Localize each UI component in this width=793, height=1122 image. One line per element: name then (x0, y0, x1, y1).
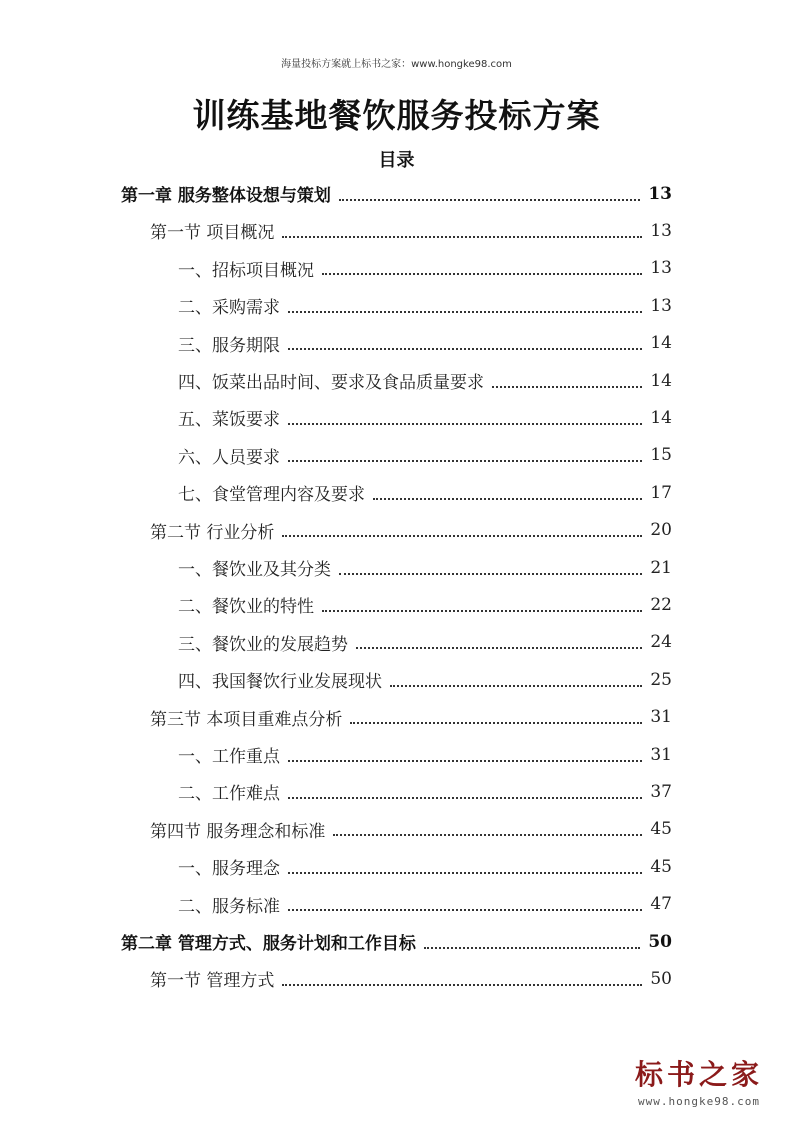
toc-entry-label: 第一节 项目概况 (150, 223, 275, 244)
toc-entry[interactable] (150, 512, 672, 549)
toc-entry-page: 25 (650, 669, 672, 690)
toc-entry-label: 一、服务理念 (178, 859, 280, 880)
toc-entry-page: 24 (650, 632, 672, 653)
toc-entry-page: 31 (650, 707, 672, 728)
logo-text: 标书之家 (634, 1058, 763, 1091)
toc-leader-dots (288, 760, 642, 762)
toc-leader-dots (424, 947, 640, 949)
toc-entry-label: 第一章 服务整体设想与策划 (121, 186, 331, 206)
toc-leader-dots (322, 610, 642, 612)
toc-entry-page: 14 (650, 333, 672, 354)
toc-entry-label: 二、餐饮业的特性 (178, 597, 314, 618)
toc-entry[interactable] (178, 773, 672, 810)
toc-entry[interactable] (150, 960, 672, 997)
toc-entry[interactable] (178, 624, 672, 661)
toc-leader-dots (282, 236, 642, 238)
toc-entry-page: 14 (650, 407, 672, 428)
toc-entry-label: 一、餐饮业及其分类 (178, 560, 331, 580)
toc-entry-label: 二、服务标准 (178, 896, 280, 917)
toc-entry[interactable] (178, 661, 672, 698)
toc-entry-label: 第四节 服务理念和标准 (150, 821, 326, 842)
toc-leader-dots (288, 460, 642, 462)
logo-url: www.hongke98.com (638, 1095, 760, 1108)
toc-entry-label: 第二节 行业分析 (150, 522, 275, 543)
toc-entry-label: 六、人员要求 (178, 447, 280, 468)
toc-entry[interactable] (178, 250, 672, 287)
toc-entry-label: 七、食堂管理内容及要求 (178, 485, 365, 506)
toc-entry[interactable] (178, 474, 672, 511)
toc-leader-dots (288, 909, 642, 911)
toc-entry[interactable] (150, 212, 672, 249)
toc-entry-label: 第一节 管理方式 (150, 971, 275, 992)
toc-leader-dots (390, 685, 642, 687)
toc-entry-page: 20 (650, 520, 672, 541)
toc-leader-dots (282, 984, 642, 986)
toc-entry-label: 第二章 管理方式、服务计划和工作目标 (121, 934, 416, 954)
toc-leader-dots (350, 722, 642, 724)
toc-entry-page: 15 (650, 445, 672, 466)
toc-entry[interactable] (150, 699, 672, 736)
toc-entry-page: 13 (648, 183, 672, 204)
toc-heading: 目录 (378, 150, 415, 171)
document-title: 训练基地餐饮服务投标方案 (192, 96, 601, 135)
toc-entry-label: 四、我国餐饮行业发展现状 (178, 672, 382, 693)
toc-leader-dots (288, 348, 642, 350)
toc-entry-label: 第三节 本项目重难点分析 (150, 709, 343, 730)
toc-leader-dots (373, 498, 642, 500)
toc-entry-page: 14 (650, 370, 672, 391)
toc-entry-page: 17 (650, 482, 672, 503)
toc-leader-dots (288, 797, 642, 799)
toc-entry[interactable] (150, 811, 672, 848)
toc-leader-dots (322, 273, 642, 275)
toc-entry[interactable] (178, 287, 672, 324)
toc-entry-label: 四、饭菜出品时间、要求及食品质量要求 (178, 373, 484, 393)
toc-entry-page: 22 (650, 594, 672, 615)
toc-entry-label: 一、工作重点 (178, 747, 280, 767)
toc-entry[interactable] (178, 736, 672, 773)
toc-entry-label: 二、工作难点 (178, 784, 280, 805)
toc-entry-page: 45 (650, 819, 672, 840)
toc-entry[interactable] (178, 362, 672, 399)
toc-entry[interactable] (178, 437, 672, 474)
toc-entry[interactable] (178, 549, 672, 586)
toc-entry[interactable] (178, 848, 672, 885)
toc-entry[interactable] (121, 175, 672, 212)
toc-leader-dots (288, 311, 642, 313)
toc-entry-page: 47 (650, 894, 672, 915)
toc-leader-dots (339, 573, 642, 575)
toc-entry-label: 三、餐饮业的发展趋势 (178, 634, 348, 655)
toc-entry-label: 二、采购需求 (178, 298, 280, 319)
toc-entry-page: 13 (650, 258, 672, 279)
toc-entry[interactable] (178, 325, 672, 362)
toc-leader-dots (333, 834, 642, 836)
header-note: 海量投标方案就上标书之家：www.hongke98.com (281, 59, 512, 70)
toc-leader-dots (288, 423, 642, 425)
toc-leader-dots (288, 872, 642, 874)
toc-entry-label: 三、服务期限 (178, 335, 280, 356)
toc-entry-page: 13 (650, 220, 672, 241)
toc-entry-page: 50 (648, 931, 672, 952)
logo (619, 1053, 779, 1108)
toc-entry-page: 37 (650, 781, 672, 802)
toc-entry[interactable] (178, 886, 672, 923)
toc-entry-label: 一、招标项目概况 (178, 260, 314, 281)
toc-entry-page: 45 (650, 856, 672, 877)
toc-leader-dots (282, 535, 642, 537)
toc-leader-dots (492, 386, 642, 388)
toc-entry[interactable] (178, 399, 672, 436)
toc-leader-dots (356, 647, 642, 649)
toc-entry[interactable] (178, 586, 672, 623)
toc-leader-dots (339, 199, 640, 201)
toc-entry-page: 13 (650, 295, 672, 316)
toc-entry-page: 50 (650, 968, 672, 989)
toc-entry-page: 21 (650, 557, 672, 578)
toc-entry-label: 五、菜饭要求 (178, 410, 280, 431)
toc-entry[interactable] (121, 923, 672, 960)
toc-entry-page: 31 (650, 744, 672, 765)
